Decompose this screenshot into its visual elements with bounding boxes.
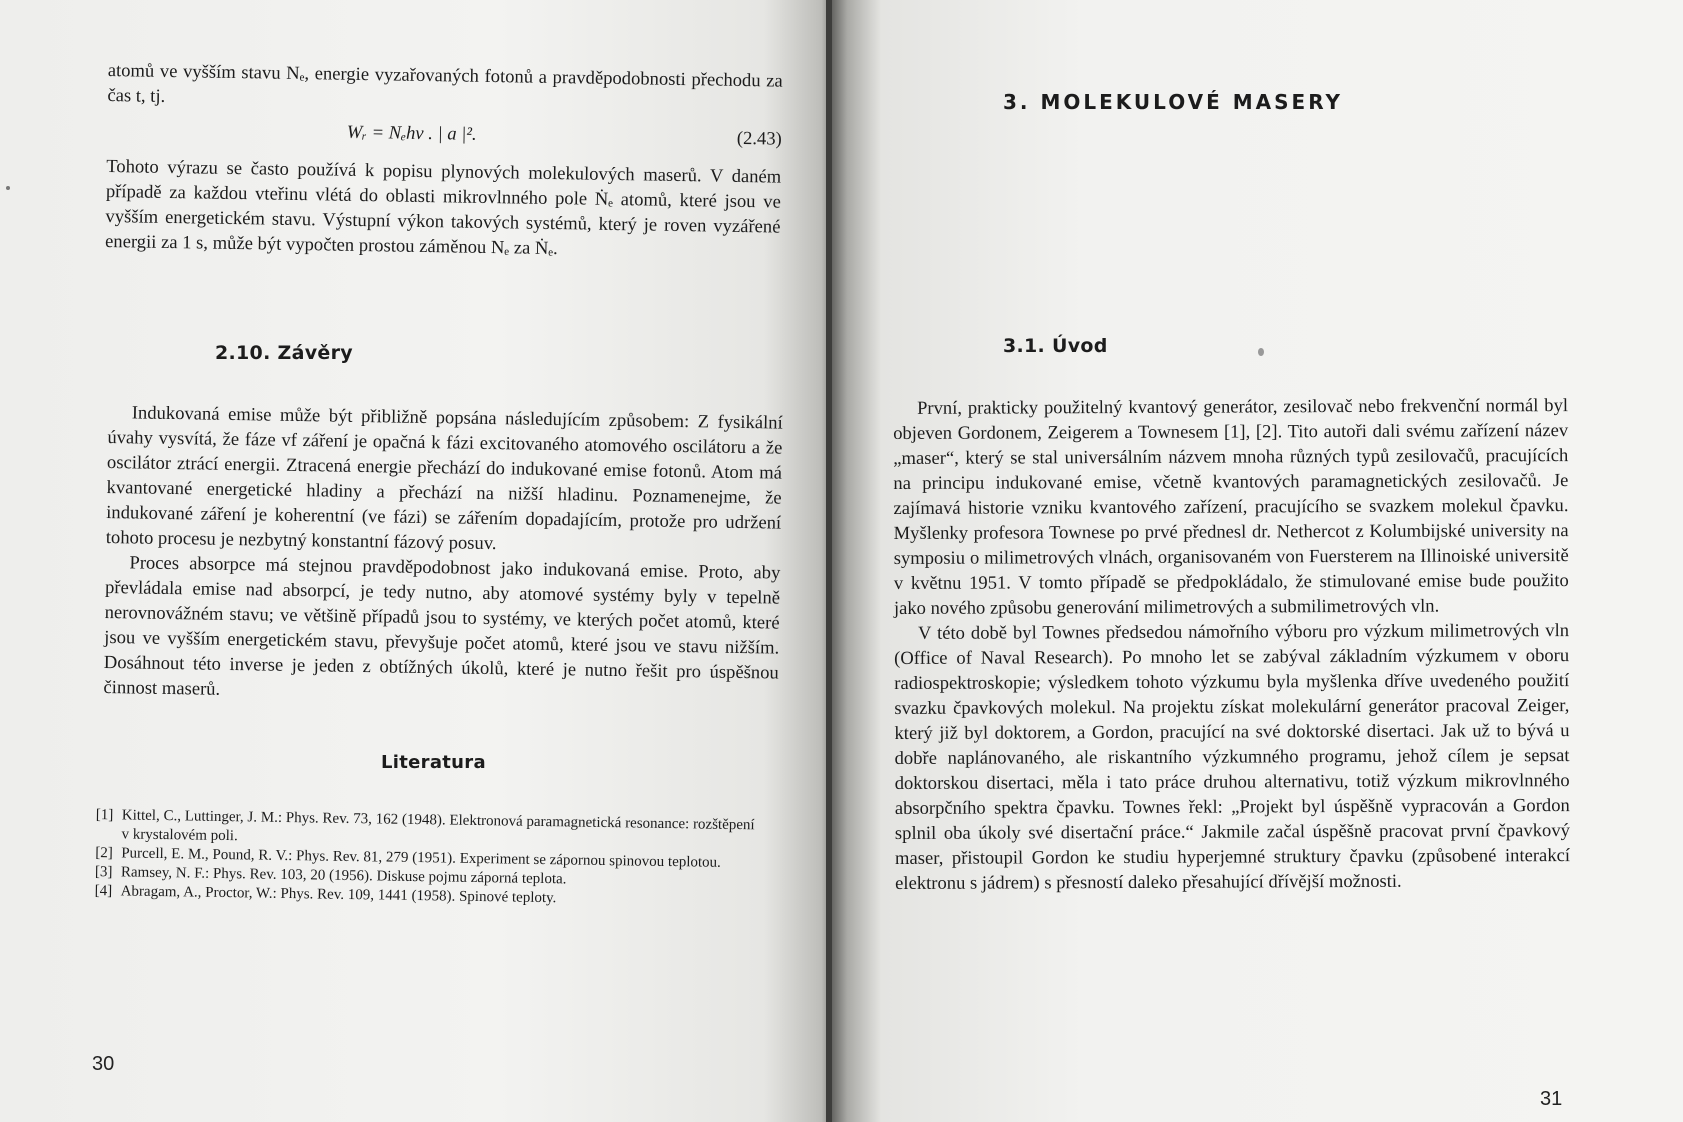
paper-speck: [6, 186, 10, 190]
chapter-heading: 3. MOLEKULOVÉ MASERY: [1003, 90, 1344, 114]
intro-paragraph: atomů ve vyšším stavu Nₑ, energie vyzařovaných fotonů a pravděpodobnosti přechodu za čas t, tj.: [107, 59, 783, 107]
section-heading: 2.10. Závěry: [215, 342, 353, 364]
literature-heading-wrap: [381, 752, 486, 773]
paragraph-after-equation: Tohoto výrazu se často používá k popisu plynových molekulových maserů. V daném případě za každou vteřinu vlétá do oblasti mikrovlnného pole Ṅₑ atomů, které jsou ve vyšším energetickém stavu. Výstupní výkon takových systémů, který je roven vyzářené energii za 1 s, může být vypočten prostou záměnou Nₑ za Ṅₑ.: [104, 155, 782, 260]
reference-item: [1] Kittel, C., Luttinger, J. M.: Phys. Rev. 73, 162 (1948). Elektronová paramagnetická resonance: rozštěpení v krystalovém poli.: [95, 806, 755, 845]
chapter-heading-wrap: [1003, 90, 1343, 114]
page-number-right: 31: [1540, 1088, 1563, 1110]
section-paragraph-1: Indukovaná emise může být přibližně popsána následujícím způsobem: Z fysikální úvahy vysvítá, že fáze vf záření je opačná k fázi excitovaného atomového oscilátoru a že oscilátor ztrácí energii. Ztracená energie přechází do indukované emise fotonů. Atom má kvantované energetické hladiny a přechází na nižší hladinu. Poznamenejme, že indukované záření je koherentní (ve fázi) se zářením dopadajícím, protože pro udržení tohoto procesu je nezbytný konstantní fázový posuv.: [105, 402, 783, 555]
reference-list: [95, 806, 766, 912]
reference-item: [3] Ramsey, N. F.: Phys. Rev. 103, 20 (1956). Diskuse pojmu záporná teplota.: [94, 863, 567, 888]
right-text: [893, 393, 1570, 896]
reference-item: [4] Abragam, A., Proctor, W.: Phys. Rev. 109, 1441 (1958). Spinové teploty.: [94, 882, 557, 907]
section-heading-right-wrap: [1003, 335, 1108, 357]
intro-paragraph-1: První, prakticky použitelný kvantový generátor, zesilovač nebo frekvenční normál byl objeven Gordonem, Zeigerem a Townesem [1], [2]. Tito autoři dali svému zařízení název „maser“, který se stal universálním názvem mnoha různých typů zesilovačů, pracujících na principu indukované emise, včetně kvantových paramagnetických zesilovačů. Je zajímavá historie vzniku kvantového zařízení, pracujícího se svazkem molekul čpavku. Myšlenky profesora Townese po prvé přednesl dr. Nethercot z Kolumbijské university na symposiu o milimetrových vlnách, organisovaném von Fuersterem na Illinoiské universitě v květnu 1951. V tomto případě se předpokládalo, že stimulované emise bude použito jako nového způsobu generování milimetrových a submilimetrových vln.: [893, 395, 1569, 619]
equation: Wᵣ = Nₑhν . | a |².: [346, 121, 477, 145]
literature-heading: Literatura: [381, 752, 486, 773]
left-text-section: [103, 400, 783, 711]
section-heading-uvod: 3.1. Úvod: [1003, 335, 1108, 357]
reference-item: [2] Purcell, E. M., Pound, R. V.: Phys. Rev. 81, 279 (1951). Experiment se zápornou spinovou teplotou.: [95, 844, 721, 871]
section-heading-left-wrap: [215, 342, 353, 364]
section-paragraph-2: Proces absorpce má stejnou pravděpodobnost jako indukovaná emise. Proto, aby převládala emise nad absorpcí, je tedy nutno, aby atomové systémy byly v tepelně nerovnovážném stavu; ve většině případů jsou to systémy, ve kterých počet atomů, které jsou ve vyšším energetickém stavu, převyšuje počet atomů, které jsou ve stavu nižším. Dosáhnout této inverse je jeden z obtížných úkolů, které je nutno řešit pro úspěšnou činnost maserů.: [103, 552, 781, 700]
equation-number: (2.43): [736, 127, 782, 150]
page-number-left: 30: [92, 1053, 115, 1075]
book-gutter: [826, 0, 832, 1122]
intro-paragraph-2: V této době byl Townes předsedou námořního výboru pro výzkum milimetrových vln (Office of Naval Research). Po mnoho let se zabýval základním výzkumem v oboru radiospektroskopie; výsledkem tohoto výzkumu byla myšlenka dříve uvedeného použití svazku čpavkových molekul. Na projektu získat molekulární generátor pracoval Zeiger, který již byl doktorem, a Gordon, pracující na své doktorské disertaci. Jak už to bývá u dobře naplánovaného, ale riskantního výzkumného programu, jehož cílem je sepsat doktorskou disertaci, měla i tato práce druhou alternativu, totiž výzkum mikrovlnného absorpčního spektra čpavku. Townes řekl: „Projekt byl úspěšně vypracován a Gordon splnil oba úkoly své disertační práce.“ Jakmile začal úspěšně pracovat první čpavkový maser, přistoupil Gordon ke studiu hyperjemné struktury čpavku (způsobené interakcí elektronu s jádrem) s přesností daleko přesahující dřívější možnosti.: [894, 620, 1571, 894]
paper-speck: [1258, 348, 1264, 356]
left-text-top: [105, 58, 783, 265]
